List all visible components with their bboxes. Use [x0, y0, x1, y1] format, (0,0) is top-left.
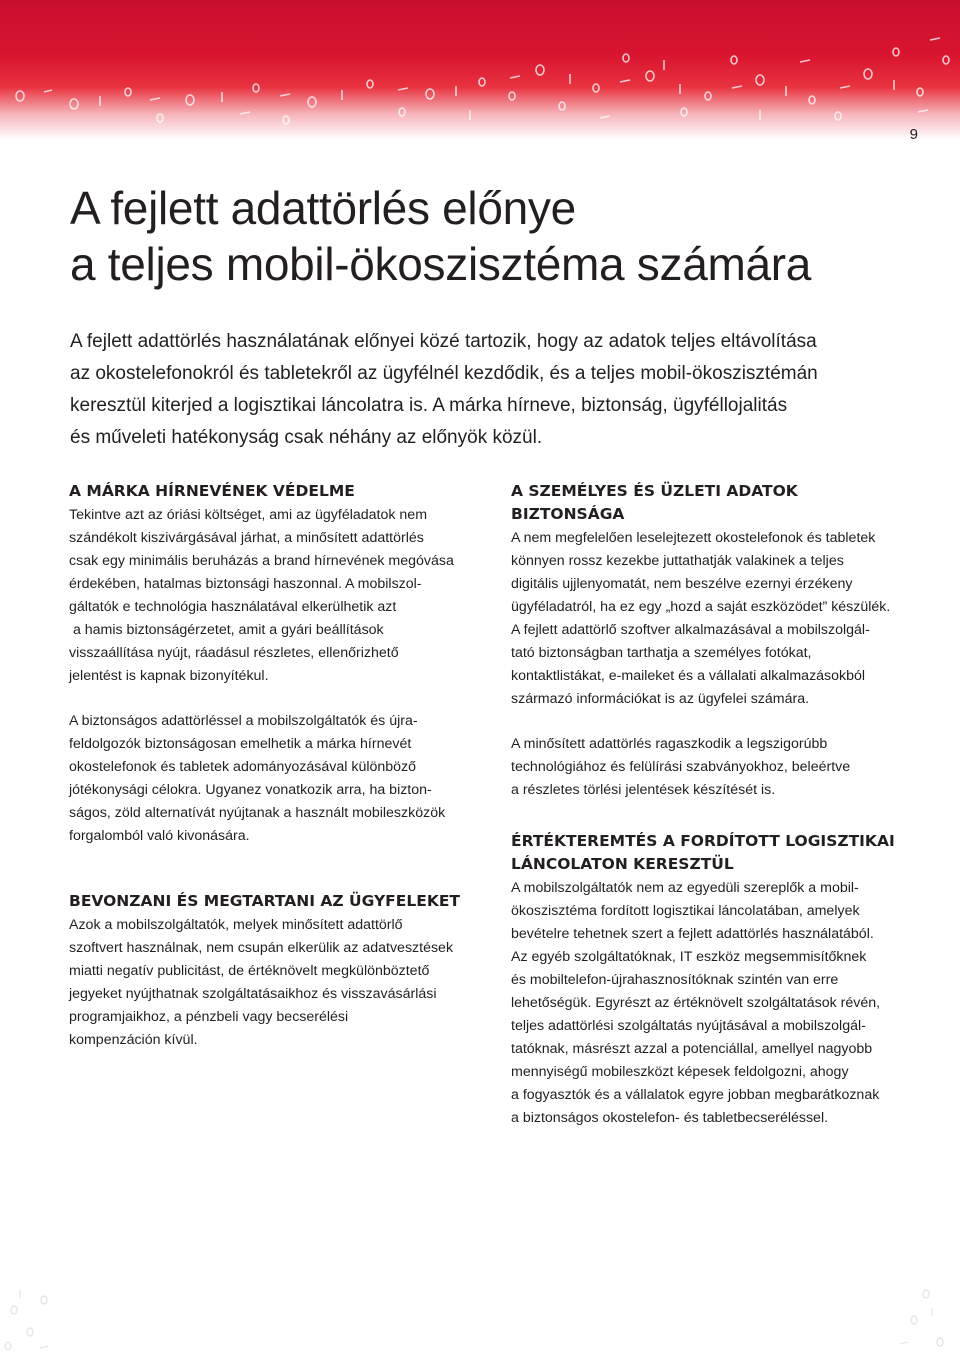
text-line: és mobiltelefon-újrahasznosítóknak szintén van erre [511, 972, 839, 988]
section-heading-attract-customers [69, 890, 509, 913]
heading-line: BIZTONSÁGA [511, 505, 625, 523]
paragraph [69, 710, 509, 848]
text-line: a részletes törlési jelentések készítését is. [511, 782, 776, 798]
text-line: jelentést is kapnak bizonyítékul. [69, 668, 269, 684]
intro-line: és műveleti hatékonyság csak néhány az előnyök közül. [70, 427, 543, 448]
paragraph [511, 733, 951, 802]
paragraph [511, 527, 951, 711]
text-line: visszaállítása nyújt, ráadásul részletes, ellenőrizhető [69, 645, 399, 661]
text-line: digitális ujjlenyomatát, nem beszélve ezernyi érzékeny [511, 576, 853, 592]
section-heading-value-creation [511, 830, 951, 876]
text-line: feldolgozók biztonságosan emelhetik a márka hírnevét [69, 736, 412, 752]
intro-line: A fejlett adattörlés használatának előnyei közé tartozik, hogy az adatok teljes eltávolítása [70, 331, 817, 352]
text-line: ságos, zöld alternatívát nyújtanak a használt mobileszközök [69, 805, 446, 821]
text-line: szoftvert használnak, nem csupán elkerülik az adatvesztések [69, 940, 454, 956]
text-line: A minősített adattörlés ragaszkodik a legszigorúbb [511, 736, 828, 752]
text-line: szándékolt kiszivárgásával járhat, a minősített adattörlés [69, 530, 424, 546]
section-heading-brand-reputation [69, 480, 509, 503]
text-line: származó információkat is az ügyfelei számára. [511, 691, 810, 707]
header-banner [0, 0, 960, 140]
intro-line: keresztül kiterjed a logisztikai láncolatra is. A márka hírneve, biztonság, ügyféllojalitás [70, 395, 788, 416]
text-line: kontaktlistákat, e-maileket és a vállalati alkalmazásokból [511, 668, 866, 684]
heading-line: ÉRTÉKTEREMTÉS A FORDÍTOTT LOGISZTIKAI [511, 832, 895, 850]
text-line: tatóknak, másrészt azzal a potenciállal, amellyel nagyobb [511, 1041, 873, 1057]
text-line: jegyeket nyújthatnak szolgáltatásaikhoz és visszavásárlási [69, 986, 437, 1002]
faded-binary-pattern [0, 1270, 960, 1358]
text-line: okostelefonok és tabletek adományozásával különböző [69, 759, 417, 775]
title-line: a teljes mobil-ökoszisztéma számára [70, 238, 812, 290]
text-line: technológiához és felülírási szabványokhoz, beleértve [511, 759, 851, 775]
text-line: lehetőségük. Egyrészt az értéknövelt szolgáltatások révén, [511, 995, 881, 1011]
left-column [69, 480, 509, 1052]
text-line: könnyen rossz kezekbe juttathatják valakinek a teljes [511, 553, 844, 569]
heading-line: LÁNCOLATON KERESZTÜL [511, 855, 734, 873]
binary-digits-pattern [0, 0, 960, 140]
text-line: jótékonysági célokra. Ugyanez vonatkozik arra, ha bizton- [69, 782, 432, 798]
text-line: miatti negatív publicitást, de értéknövelt megkülönböztető [69, 963, 430, 979]
text-line: A fejlett adattörlő szoftver alkalmazásával a mobilszolgál- [511, 622, 870, 638]
text-line: programjaikhoz, a pénzbeli vagy becserélési [69, 1009, 349, 1025]
text-line: A biztonságos adattörléssel a mobilszolgáltatók és újra- [69, 713, 418, 729]
text-line: a biztonságos okostelefon- és tabletbecseréléssel. [511, 1110, 829, 1126]
text-line: érdekében, hatalmas biztonsági haszonnal. A mobilszol- [69, 576, 422, 592]
paragraph [69, 504, 509, 688]
text-line: teljes adattörlési szolgáltatás nyújtásával a mobilszolgál- [511, 1018, 866, 1034]
paragraph [69, 914, 509, 1052]
right-column [511, 480, 951, 1130]
text-line: bevételre tehetnek szert a fejlett adattörlés használatából. [511, 926, 874, 942]
text-line: forgalomból való kivonására. [69, 828, 250, 844]
text-line: csak egy minimális beruházás a brand hírnevének megóvása [69, 553, 454, 569]
text-line: ökoszisztéma fordított logisztikai láncolatában, amelyek [511, 903, 860, 919]
text-line: A mobilszolgáltatók nem az egyedüli szereplők a mobil- [511, 880, 859, 896]
intro-line: az okostelefonokról és tabletekről az ügyfélnél kezdődik, és a teljes mobil-ökoszisztémán [70, 363, 818, 384]
section-heading-data-security [511, 480, 951, 526]
title-line: A fejlett adattörlés előnye [70, 182, 576, 234]
text-line: kompenzáción kívül. [69, 1032, 198, 1048]
text-line: tató biztonságban tarthatja a személyes fotókat, [511, 645, 812, 661]
text-line: Tekintve azt az óriási költséget, ami az ügyféladatok nem [69, 507, 428, 523]
text-line: ügyféladatról, ha ez egy „hozd a saját eszközödet” készülék. [511, 599, 891, 615]
page-title [70, 180, 811, 292]
text-line: Az egyéb szolgáltatóknak, IT eszköz megsemmisítőknek [511, 949, 867, 965]
text-line: a hamis biztonságérzetet, amit a gyári beállítások [69, 622, 384, 638]
text-line: gáltatók e technológia használatával elkerülhetik azt [69, 599, 397, 615]
text-line: a fogyasztók és a vállalatok egyre jobban megbarátkoznak [511, 1087, 880, 1103]
heading-line: BEVONZANI ÉS MEGTARTANI AZ ÜGYFELEKET [69, 892, 460, 910]
intro-paragraph [70, 326, 910, 454]
text-line: A nem megfelelően leselejtezett okostelefonok és tabletek [511, 530, 876, 546]
heading-line: A MÁRKA HÍRNEVÉNEK VÉDELME [69, 482, 355, 500]
page-number: 9 [909, 126, 918, 143]
paragraph [511, 877, 951, 1130]
text-line: Azok a mobilszolgáltatók, melyek minősített adattörlő [69, 917, 403, 933]
text-line: mennyiségű mobileszközt képesek feldolgozni, ahogy [511, 1064, 849, 1080]
heading-line: A SZEMÉLYES ÉS ÜZLETI ADATOK [511, 482, 798, 500]
